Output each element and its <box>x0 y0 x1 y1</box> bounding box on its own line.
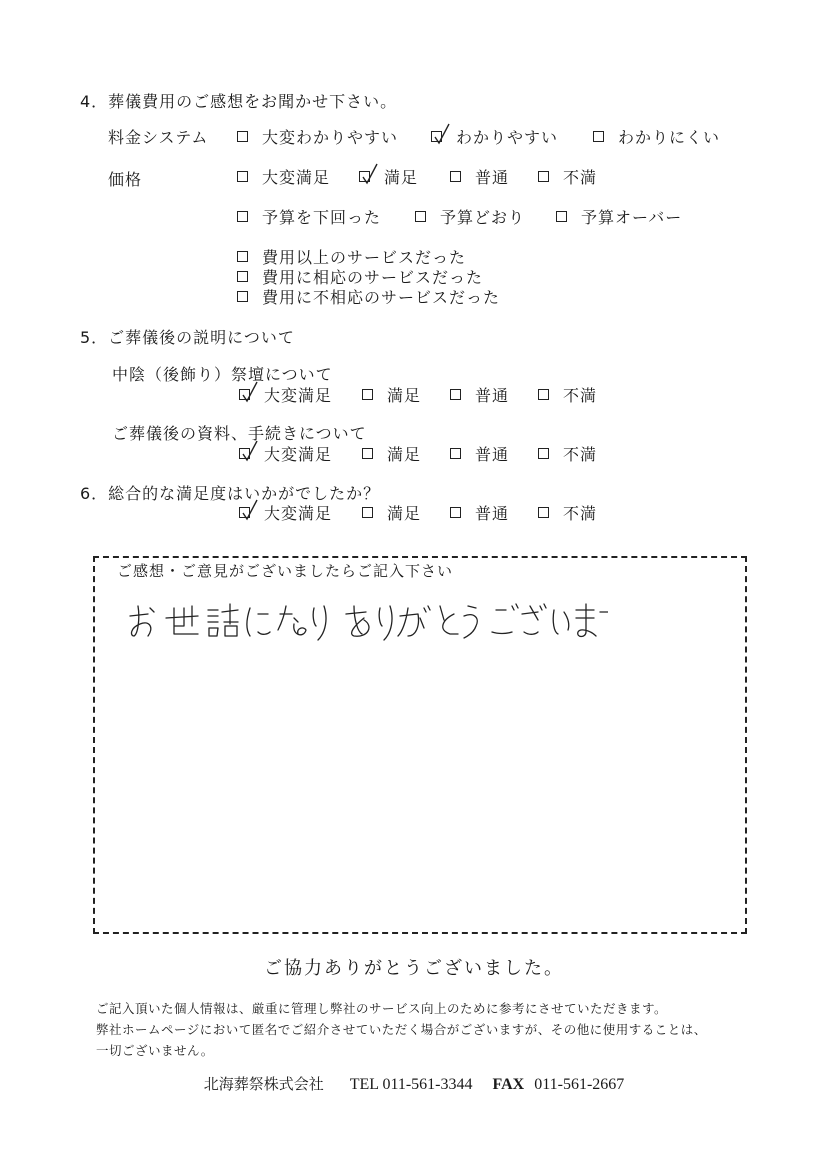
price-system-label: 料金システム <box>108 128 209 147</box>
documents-option-dissatisfied[interactable]: 不満 <box>538 442 597 465</box>
checkbox[interactable] <box>450 507 461 518</box>
checkbox[interactable] <box>450 448 461 459</box>
question-5-title: 5．ご葬儀後の説明について <box>80 328 295 347</box>
overall-option-very-satisfied[interactable]: 大変満足 <box>239 501 332 524</box>
option-dissatisfied[interactable]: 不満 <box>538 165 597 188</box>
check-mark-icon <box>242 440 258 462</box>
altar-option-dissatisfied[interactable]: 不満 <box>538 383 597 406</box>
checkbox[interactable] <box>593 131 604 142</box>
checkbox[interactable] <box>450 389 461 400</box>
option-satisfied[interactable]: 満足 <box>359 165 418 188</box>
question-4-title: 4．葬儀費用のご感想をお聞かせ下さい。 <box>80 92 398 111</box>
checkbox-checked[interactable] <box>239 448 250 459</box>
checkbox-checked[interactable] <box>431 131 442 142</box>
handwritten-comment-drawing <box>128 596 608 646</box>
overall-option-satisfied[interactable]: 満足 <box>362 501 421 524</box>
option-over-budget[interactable]: 予算オーバー <box>556 205 682 228</box>
option-very-satisfied[interactable]: 大変満足 <box>237 165 330 188</box>
company-name: 北海葬祭株式会社 <box>203 1075 324 1093</box>
option-easy[interactable]: わかりやすい <box>431 125 558 148</box>
documents-option-normal[interactable]: 普通 <box>450 442 509 465</box>
privacy-notice-line-2: 弊社ホームページにおいて匿名でご紹介させていただく場合がございますが、その他に使用することは、 <box>96 1022 707 1037</box>
telephone: TEL 011-561-3344 <box>349 1076 473 1093</box>
checkbox[interactable] <box>538 507 549 518</box>
option-hard[interactable]: わかりにくい <box>593 125 720 148</box>
checkbox[interactable] <box>538 171 549 182</box>
checkbox[interactable] <box>538 389 549 400</box>
checkbox-checked[interactable] <box>359 171 370 182</box>
documents-label: ご葬儀後の資料、手続きについて <box>112 424 367 443</box>
option-normal[interactable]: 普通 <box>450 165 509 188</box>
option-appropriate-cost[interactable]: 費用に相応のサービスだった <box>237 265 483 288</box>
checkbox[interactable] <box>237 291 248 302</box>
checkbox-checked[interactable] <box>239 389 250 400</box>
checkbox-checked[interactable] <box>239 507 250 518</box>
checkbox[interactable] <box>450 171 461 182</box>
price-label: 価格 <box>108 170 143 189</box>
privacy-notice-line-1: ご記入頂いた個人情報は、厳重に管理し弊社のサービス向上のために参考にさせていただきます。 <box>96 1001 668 1016</box>
altar-option-normal[interactable]: 普通 <box>450 383 509 406</box>
thank-you-message: ご協力ありがとうございました。 <box>264 958 564 979</box>
checkbox[interactable] <box>556 211 567 222</box>
checkbox[interactable] <box>237 251 248 262</box>
checkbox[interactable] <box>237 211 248 222</box>
checkbox[interactable] <box>362 507 373 518</box>
documents-option-very-satisfied[interactable]: 大変満足 <box>239 442 332 465</box>
comment-box-title: ご感想・ご意見がございましたらご記入下さい <box>113 560 457 581</box>
documents-option-satisfied[interactable]: 満足 <box>362 442 421 465</box>
altar-label: 中陰（後飾り）祭壇について <box>112 365 333 384</box>
check-mark-icon <box>242 381 258 403</box>
checkbox[interactable] <box>237 271 248 282</box>
option-on-budget[interactable]: 予算どおり <box>415 205 525 228</box>
option-above-cost[interactable]: 費用以上のサービスだった <box>237 245 466 268</box>
option-very-easy[interactable]: 大変わかりやすい <box>237 125 398 148</box>
fax-label: FAX <box>492 1076 525 1093</box>
fax-number: 011-561-2667 <box>534 1076 625 1093</box>
overall-option-normal[interactable]: 普通 <box>450 501 509 524</box>
checkbox[interactable] <box>362 448 373 459</box>
handwritten-comment <box>128 596 608 650</box>
privacy-notice-line-3: 一切ございません。 <box>96 1043 214 1058</box>
check-mark-icon <box>242 499 258 521</box>
footer <box>0 1073 828 1094</box>
checkbox[interactable] <box>362 389 373 400</box>
option-under-budget[interactable]: 予算を下回った <box>237 205 381 228</box>
option-inappropriate-cost[interactable]: 費用に不相応のサービスだった <box>237 285 500 308</box>
checkbox[interactable] <box>237 131 248 142</box>
question-6-title: 6．総合的な満足度はいかがでしたか？ <box>80 484 381 503</box>
check-mark-icon <box>434 123 450 145</box>
check-mark-icon <box>362 163 378 185</box>
checkbox[interactable] <box>415 211 426 222</box>
altar-option-very-satisfied[interactable]: 大変満足 <box>239 383 332 406</box>
checkbox[interactable] <box>237 171 248 182</box>
checkbox[interactable] <box>538 448 549 459</box>
overall-option-dissatisfied[interactable]: 不満 <box>538 501 597 524</box>
altar-option-satisfied[interactable]: 満足 <box>362 383 421 406</box>
